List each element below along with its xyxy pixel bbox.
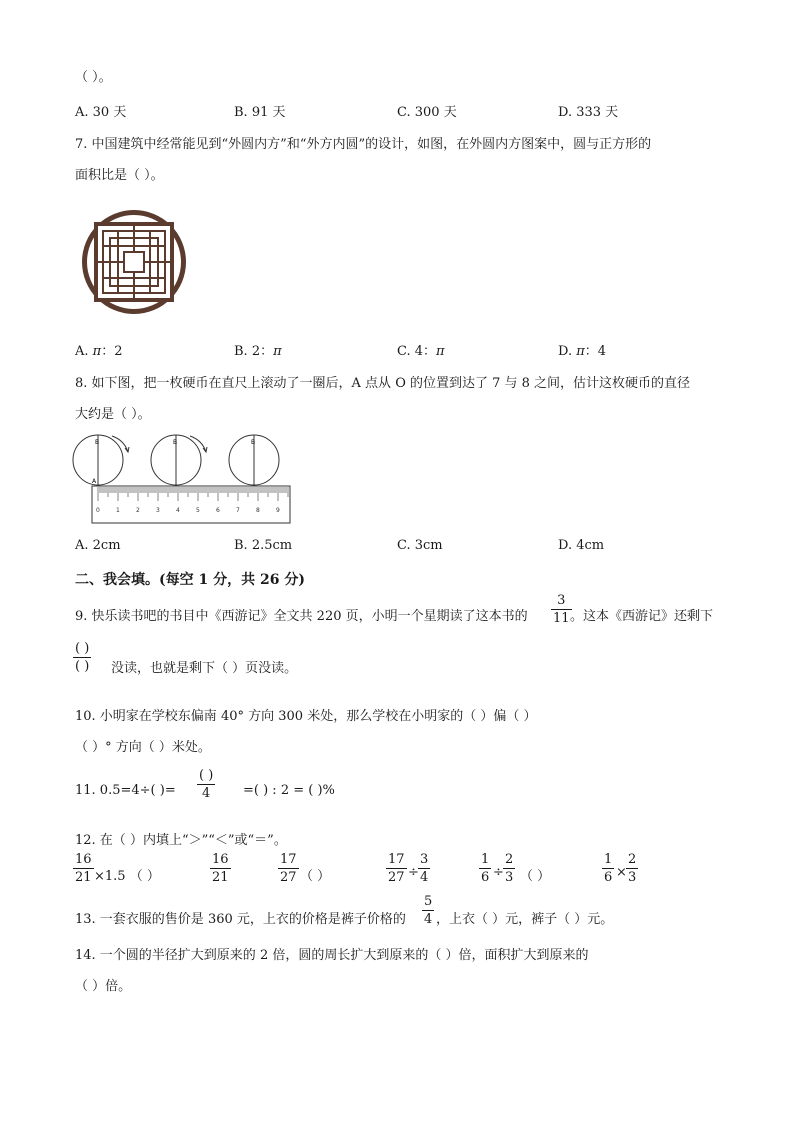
q7-option-b[interactable] <box>234 340 282 359</box>
label-b-1: B <box>95 439 100 446</box>
q12-e1-frac1-den: 21 <box>75 870 92 885</box>
fraction-bar <box>210 868 231 869</box>
q6-option-a[interactable]: A. 30 天 <box>75 105 127 120</box>
label-a: A <box>92 478 97 485</box>
q12-e3-op: ÷ <box>493 865 504 880</box>
q8-option-a[interactable]: A. 2cm <box>75 538 121 553</box>
q12-line1: 12. 在（ ）内填上“＞”“＜”或“＝”。 <box>75 833 287 848</box>
q12-e3-frac3 <box>602 853 614 884</box>
q12-e2-frac1 <box>278 853 299 884</box>
q12-e3-frac1-den: 6 <box>481 870 490 885</box>
q9-text-part1: 9. 快乐读书吧的书目中《西游记》全文共 220 页，小明一个星期读了这本书的 <box>75 609 528 624</box>
q12-e1-frac1 <box>73 853 94 884</box>
q8-stem-line1: 8. 如下图，把一枚硬币在直尺上滚动了一圈后，A 点从 O 的位置到达了 7 与 8 之间，估计这枚硬币的直径 <box>75 376 691 391</box>
q8-option-d[interactable]: D. 4cm <box>558 538 605 553</box>
coin-rolling-ruler-figure <box>72 430 294 528</box>
q13-part1: 13. 一套衣服的售价是 360 元，上衣的价格是裤子价格的 <box>75 912 406 927</box>
outer-circle-inner-square-figure <box>76 208 192 316</box>
q7-stem-line1: 7. 中国建筑中经常能见到“外圆内方”和“外方内圆”的设计，如图，在外圆内方图案中，圆与正方形的 <box>75 137 652 152</box>
q12-e2-op: ÷ <box>408 865 419 880</box>
q9-blank-denominator[interactable]: ( ) <box>75 659 90 674</box>
q12-e2-frac3 <box>418 853 430 884</box>
ruler-number-7: 7 <box>236 507 240 514</box>
q12-e3-op2: × <box>616 865 627 880</box>
fraction-bar <box>626 868 638 869</box>
q12-e2-frac2 <box>386 853 407 884</box>
q12-e3-frac2-num: 2 <box>505 852 514 867</box>
q9-text-part3: 没读，也就是剩下（ ）页没读。 <box>111 661 298 676</box>
q6-option-c[interactable]: C. 300 天 <box>397 105 457 120</box>
q13-fraction <box>422 895 434 926</box>
q12-e1-frac1-num: 16 <box>75 852 92 867</box>
fraction-bar <box>197 784 215 785</box>
q7-option-d-rest: ：4 <box>584 344 607 359</box>
q12-e2-frac2-num: 17 <box>388 852 405 867</box>
q12-e2-frac1-den: 27 <box>280 870 297 885</box>
q11-fraction-numerator[interactable]: ( ) <box>199 768 214 783</box>
q12-e3-frac1-num: 1 <box>481 852 490 867</box>
q12-e2-frac3-num: 3 <box>420 852 429 867</box>
lattice-center <box>124 252 144 272</box>
q12-e3-frac1 <box>479 853 491 884</box>
q13-part2: ，上衣（ ）元，裤子（ ）元。 <box>436 912 614 927</box>
section-2-title: 二、我会填。(每空 1 分，共 26 分) <box>75 572 305 588</box>
q8-stem-line2: 大约是（ ）。 <box>75 407 151 422</box>
fraction-bar <box>73 868 94 869</box>
q6-option-d[interactable]: D. 333 天 <box>558 105 619 120</box>
q8-option-c[interactable]: C. 3cm <box>397 538 443 553</box>
q7-option-a-pi: π <box>92 344 102 359</box>
q7-option-c-pi: π <box>436 344 445 359</box>
fraction-bar <box>73 657 91 658</box>
q7-option-b-text: B. 2： <box>234 344 274 359</box>
q12-e1-tail: ×1.5 （ ） <box>94 869 160 884</box>
q6-option-b[interactable]: B. 91 天 <box>234 105 286 120</box>
fraction-bar <box>418 868 430 869</box>
q7-option-d[interactable] <box>558 340 606 359</box>
q9-text-part2: 。这本《西游记》还剩下 <box>570 609 714 624</box>
q7-option-a[interactable] <box>75 340 123 359</box>
q13-fraction-numerator: 5 <box>424 894 433 909</box>
ruler-number-4: 4 <box>176 507 180 514</box>
q12-e3-frac3-den: 6 <box>604 870 613 885</box>
q7-option-b-pi: π <box>273 344 282 359</box>
q7-option-c[interactable] <box>397 340 445 359</box>
q12-e2-blank[interactable]: （ ） <box>300 869 331 884</box>
q12-e2-frac1-num: 17 <box>280 852 297 867</box>
fraction-bar <box>503 868 515 869</box>
fraction-bar <box>422 910 434 911</box>
fraction-bar <box>278 868 299 869</box>
q14-line2: （ ）倍。 <box>75 979 132 994</box>
q12-e1-frac2-den: 21 <box>212 870 229 885</box>
q9-fraction <box>551 594 572 625</box>
q7-option-d-pi: π <box>576 344 585 359</box>
q12-e3-frac3-num: 1 <box>604 852 613 867</box>
label-b-3: B <box>251 439 256 446</box>
q12-e2-frac2-den: 27 <box>388 870 405 885</box>
q12-e3-frac2 <box>503 853 515 884</box>
q14-line1: 14. 一个圆的半径扩大到原来的 2 倍，圆的周长扩大到原来的（ ）倍，面积扩大到原来的 <box>75 948 589 963</box>
q12-e1-frac2 <box>210 853 231 884</box>
q6-answer-blank: （ ）。 <box>75 70 112 85</box>
fraction-bar <box>551 609 572 610</box>
q12-e3-frac4-num: 2 <box>628 852 637 867</box>
ruler-number-1: 1 <box>116 507 120 514</box>
q10-line2: （ ）° 方向（ ）米处。 <box>75 740 211 755</box>
ruler-number-3: 3 <box>156 507 160 514</box>
q8-option-b[interactable]: B. 2.5cm <box>234 538 293 553</box>
q7-stem-line2: 面积比是（ ）。 <box>75 168 164 183</box>
q10-line1: 10. 小明家在学校东偏南 40° 方向 300 米处，那么学校在小明家的（ ）偏（ ） <box>75 709 537 724</box>
fraction-bar <box>479 868 491 869</box>
q9-blank-fraction[interactable] <box>73 642 91 673</box>
fraction-bar <box>602 868 614 869</box>
q7-option-d-prefix: D. <box>558 344 573 359</box>
label-b-2: B <box>173 439 178 446</box>
q12-e3-frac4 <box>626 853 638 884</box>
q12-e3-frac4-den: 3 <box>628 870 637 885</box>
q9-blank-numerator[interactable]: ( ) <box>75 641 90 656</box>
q9-fraction-denominator: 11 <box>553 611 570 626</box>
q11-part1: 11. 0.5=4÷( )= <box>75 783 176 798</box>
q13-fraction-denominator: 4 <box>424 912 433 927</box>
ruler-number-6: 6 <box>216 507 220 514</box>
ruler-number-9: 9 <box>276 507 280 514</box>
q12-e2-frac3-den: 4 <box>420 870 429 885</box>
q12-e3-blank[interactable]: （ ） <box>520 869 551 884</box>
ruler-number-8: 8 <box>256 507 260 514</box>
ruler-number-0: 0 <box>96 507 100 514</box>
q12-e3-frac2-den: 3 <box>505 870 514 885</box>
q11-fraction <box>197 769 215 800</box>
q11-part2: =( ) : 2 = ( )% <box>243 783 335 798</box>
ruler-number-2: 2 <box>136 507 140 514</box>
q7-option-a-prefix: A. <box>75 344 89 359</box>
fraction-bar <box>386 868 407 869</box>
q12-e1-frac2-num: 16 <box>212 852 229 867</box>
q11-fraction-denominator: 4 <box>202 786 211 801</box>
q7-option-a-rest: ：2 <box>101 344 123 359</box>
q9-fraction-numerator: 3 <box>557 593 566 608</box>
q7-option-c-text: C. 4： <box>397 344 437 359</box>
ruler-number-5: 5 <box>196 507 200 514</box>
